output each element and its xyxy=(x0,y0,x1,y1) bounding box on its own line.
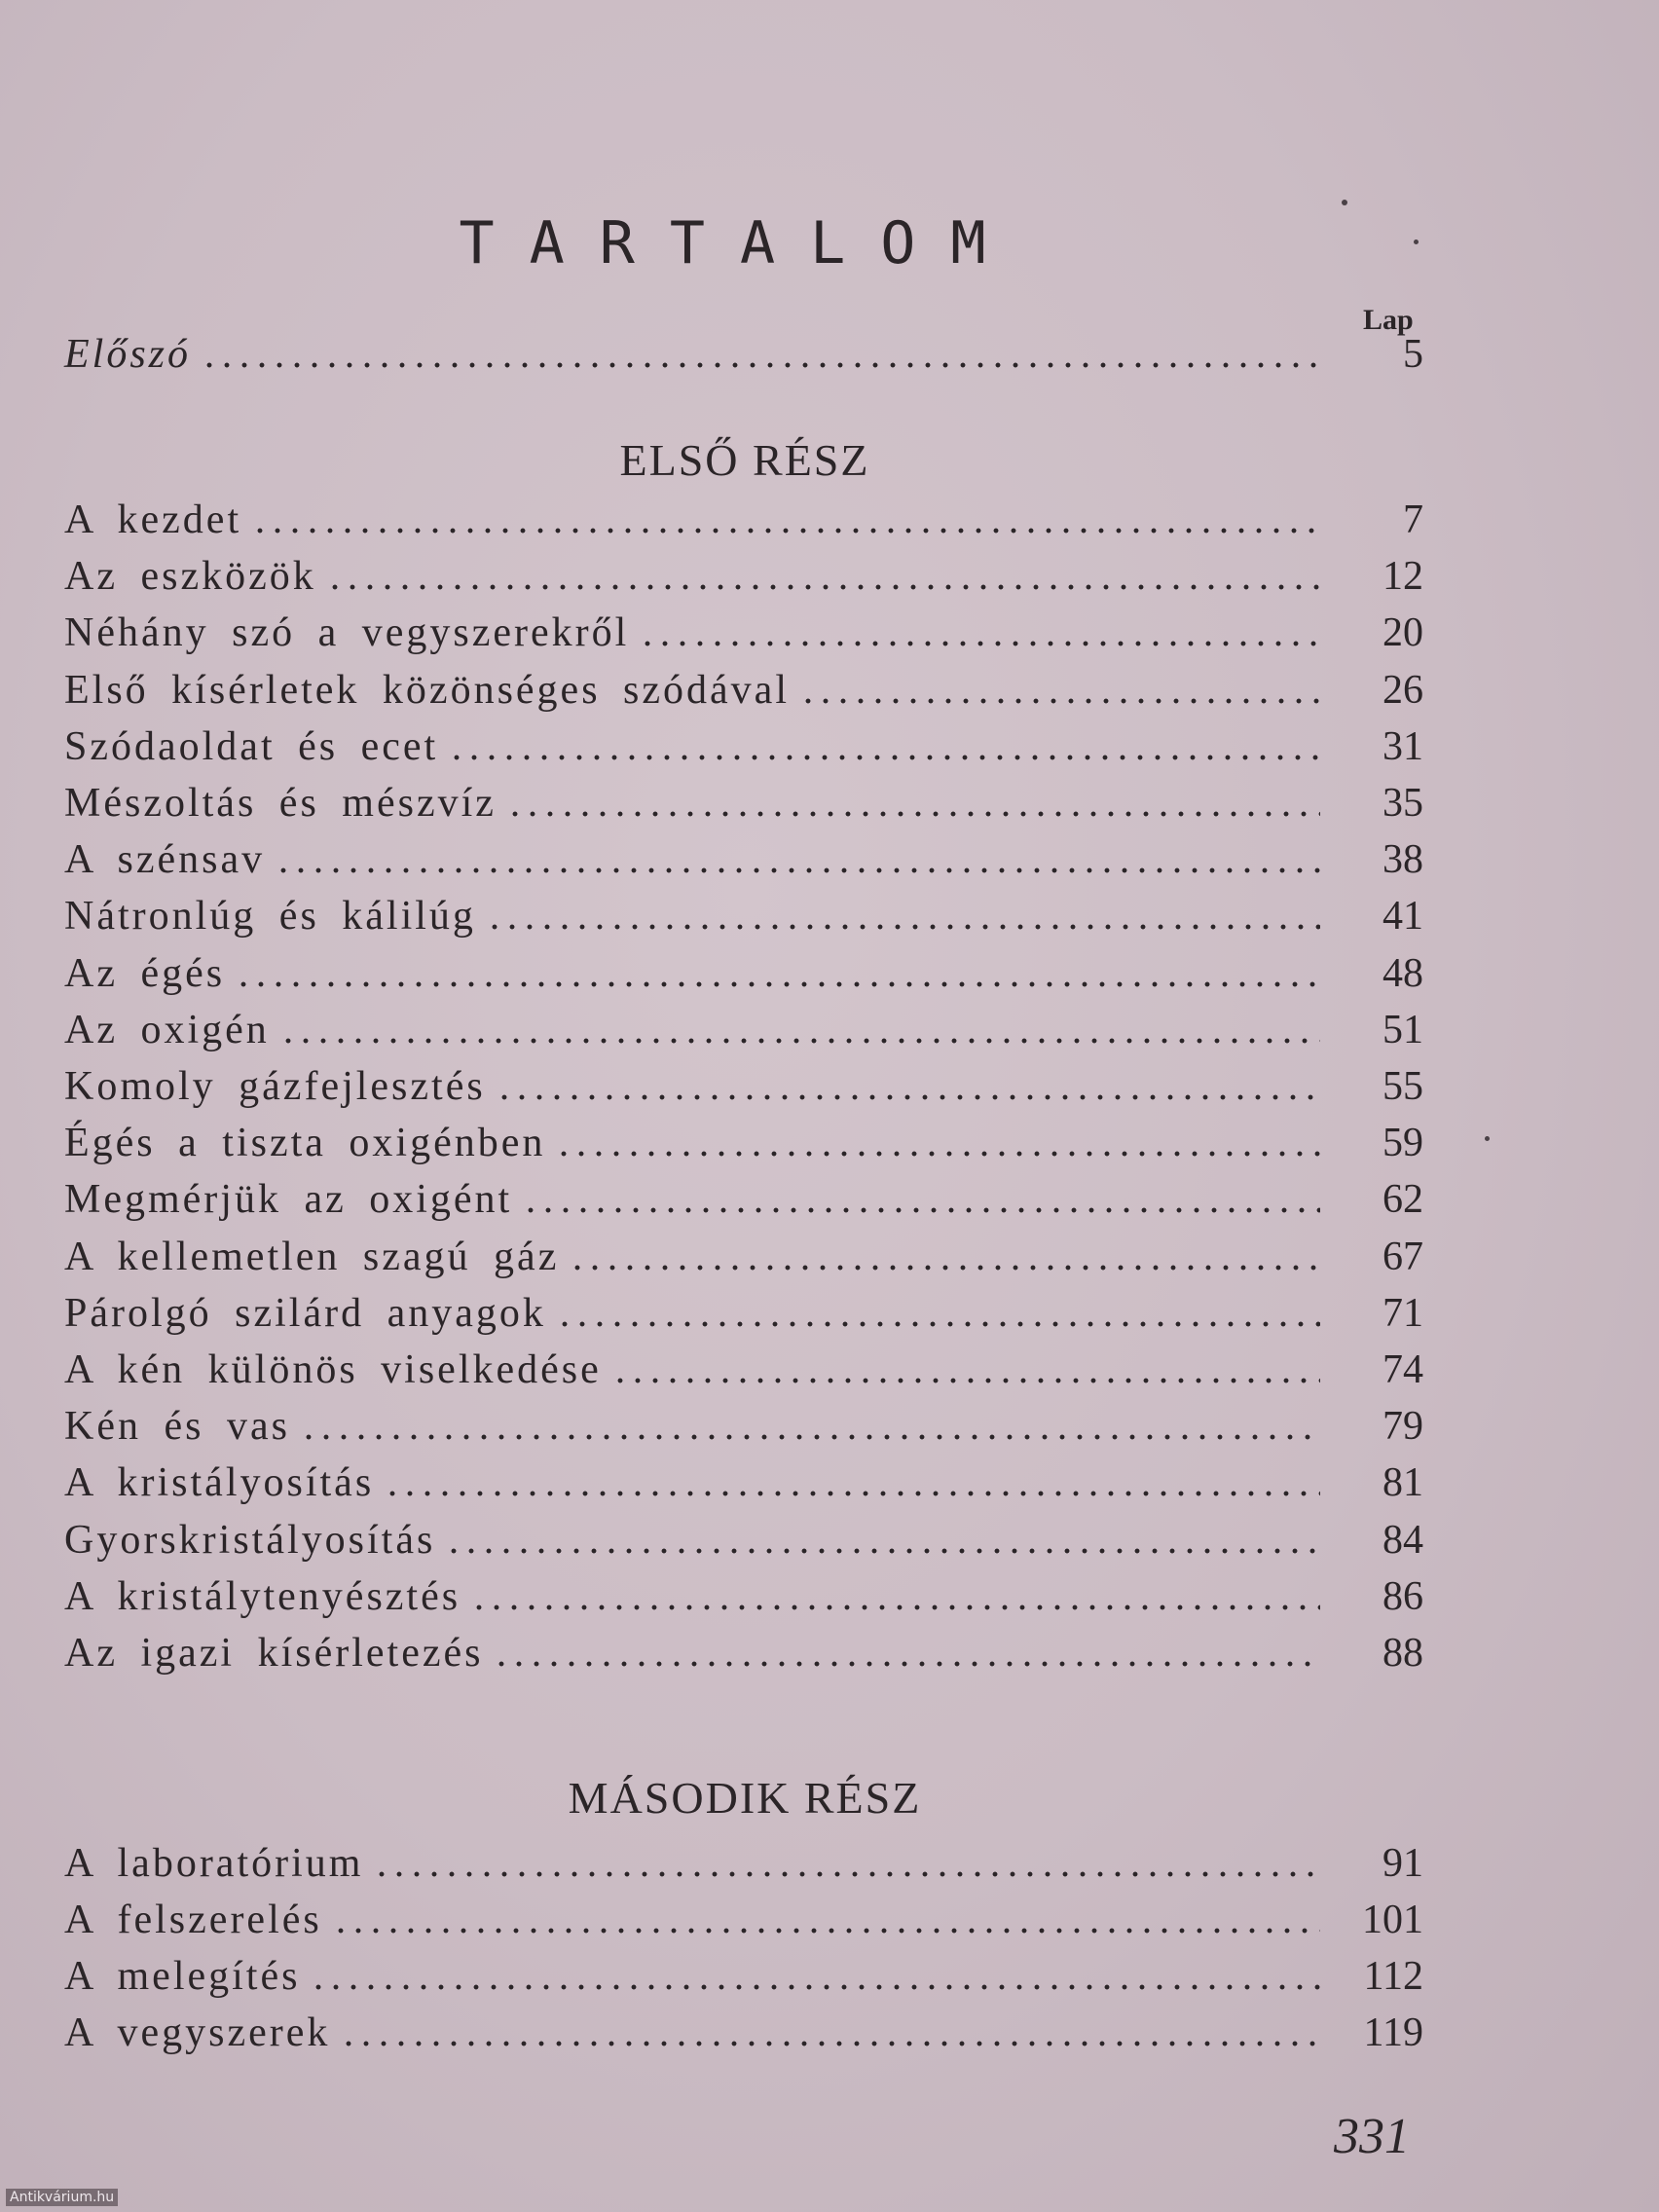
toc-entry-page: 67 xyxy=(1382,1234,1423,1279)
dot-leader xyxy=(486,924,1320,930)
toc-entry xyxy=(64,1110,1423,1166)
dot-leader xyxy=(448,755,1320,760)
dot-leader xyxy=(340,2041,1320,2046)
toc-entry-page: 41 xyxy=(1382,894,1423,940)
toc-entry-page: 26 xyxy=(1382,667,1423,713)
toc-entry-label: Előszó xyxy=(64,332,192,377)
toc-entry-page: 112 xyxy=(1363,1954,1423,1999)
print-speck xyxy=(1485,1136,1490,1141)
toc-entry-label: Kén és vas xyxy=(64,1404,290,1450)
dot-leader xyxy=(201,362,1320,368)
toc-entry-foreword xyxy=(64,321,1423,378)
toc-entry-label: A felszerelés xyxy=(64,1898,322,1942)
dot-leader xyxy=(373,1871,1320,1877)
dot-leader xyxy=(799,698,1320,704)
dot-leader xyxy=(611,1378,1320,1383)
toc-entry-page: 59 xyxy=(1382,1121,1423,1166)
dot-leader xyxy=(326,584,1320,590)
section-heading-part1: ELSŐ RÉSZ xyxy=(619,435,870,485)
toc-entry-label: A szénsav xyxy=(64,837,266,883)
toc-entry-label: Komoly gázfejlesztés xyxy=(64,1064,486,1109)
toc-entry-label: Néhány szó a vegyszerekről xyxy=(64,610,630,656)
dot-leader xyxy=(300,1434,1320,1440)
toc-entry-page: 71 xyxy=(1382,1290,1423,1336)
toc-entry-page: 31 xyxy=(1382,723,1423,769)
toc-entry xyxy=(64,1507,1423,1564)
toc-entry xyxy=(64,827,1423,883)
toc-entry-page: 5 xyxy=(1403,332,1423,377)
toc-entry-label: Gyorskristályosítás xyxy=(64,1517,436,1563)
toc-entry-label: Az oxigén xyxy=(64,1007,270,1052)
page-column-label: Lap xyxy=(1363,304,1414,336)
toc-entry xyxy=(64,2000,1423,2056)
dot-leader xyxy=(496,1094,1320,1100)
toc-entry xyxy=(64,1887,1423,1943)
toc-entry xyxy=(64,883,1423,940)
dot-leader xyxy=(310,1984,1320,1990)
toc-entry-label: Az eszközök xyxy=(64,554,316,600)
toc-entry-label: A kén különös viselkedése xyxy=(64,1347,602,1392)
toc-entry-page: 86 xyxy=(1382,1573,1423,1619)
toc-entry-page: 101 xyxy=(1362,1898,1423,1942)
page-title: TARTALOM xyxy=(459,209,1021,277)
dot-leader xyxy=(275,867,1320,873)
toc-entry-label: A melegítés xyxy=(64,1954,301,1999)
toc-entry xyxy=(64,600,1423,656)
toc-entry xyxy=(64,487,1423,543)
toc-entry xyxy=(64,1943,1423,2000)
toc-entry xyxy=(64,1620,1423,1677)
dot-leader xyxy=(235,981,1320,987)
toc-entry-label: A kellemetlen szagú gáz xyxy=(64,1234,560,1279)
section-heading-part2: MÁSODIK RÉSZ xyxy=(568,1773,922,1823)
toc-entry-label: Az égés xyxy=(64,950,226,996)
toc-entry-label: A kristályosítás xyxy=(64,1460,375,1506)
toc-entry xyxy=(64,1224,1423,1280)
toc-entry-page: 79 xyxy=(1382,1404,1423,1450)
dot-leader xyxy=(506,811,1320,817)
dot-leader xyxy=(279,1038,1320,1044)
toc-entry-page: 48 xyxy=(1382,950,1423,996)
toc-entry xyxy=(64,1830,1423,1887)
toc-entry xyxy=(64,940,1423,997)
toc-entry-page: 81 xyxy=(1382,1460,1423,1506)
toc-entry-page: 74 xyxy=(1382,1347,1423,1392)
toc-entry xyxy=(64,997,1423,1053)
toc-entry xyxy=(64,1393,1423,1450)
toc-entry-label: Első kísérletek közönséges szódával xyxy=(64,667,790,713)
toc-entry xyxy=(64,714,1423,770)
print-speck xyxy=(1414,240,1419,244)
dot-leader xyxy=(384,1491,1320,1496)
toc-entry-page: 51 xyxy=(1382,1007,1423,1052)
dot-leader xyxy=(639,641,1320,646)
toc-entry xyxy=(64,1564,1423,1620)
dot-leader xyxy=(332,1928,1320,1934)
dot-leader xyxy=(470,1604,1320,1610)
dot-leader xyxy=(522,1207,1320,1213)
dot-leader xyxy=(493,1661,1320,1667)
toc-entry-page: 20 xyxy=(1382,610,1423,656)
toc-entry-page: 35 xyxy=(1382,781,1423,826)
dot-leader xyxy=(251,528,1320,534)
dot-leader xyxy=(555,1151,1320,1157)
toc-entry-page: 7 xyxy=(1403,498,1423,542)
toc-entry-page: 62 xyxy=(1382,1177,1423,1223)
toc-entry-label: Nátronlúg és kálilúg xyxy=(64,894,476,940)
dot-leader xyxy=(556,1321,1320,1327)
toc-entry-page: 38 xyxy=(1382,837,1423,883)
toc-entry-label: Párolgó szilárd anyagok xyxy=(64,1290,546,1336)
watermark: Antikvárium.hu xyxy=(6,2189,118,2206)
toc-entry-page: 119 xyxy=(1363,2010,1423,2055)
toc-entry-page: 55 xyxy=(1382,1064,1423,1109)
toc-entry-label: A vegyszerek xyxy=(64,2010,331,2055)
dot-leader xyxy=(569,1265,1320,1271)
toc-entry-label: A kristálytenyésztés xyxy=(64,1573,461,1619)
toc-entry-label: A laboratórium xyxy=(64,1841,364,1886)
toc-entry-page: 12 xyxy=(1382,554,1423,600)
toc-entry-page: 88 xyxy=(1382,1631,1423,1676)
toc-entry-label: A kezdet xyxy=(64,498,242,542)
toc-entry xyxy=(64,657,1423,714)
dot-leader xyxy=(445,1548,1320,1554)
toc-entry xyxy=(64,1280,1423,1337)
toc-entry xyxy=(64,770,1423,827)
toc-entry xyxy=(64,543,1423,600)
toc-entry xyxy=(64,1053,1423,1110)
print-speck xyxy=(1342,200,1347,205)
toc-entry-label: Megmérjük az oxigént xyxy=(64,1177,513,1223)
toc-entry-label: Az igazi kísérletezés xyxy=(64,1631,484,1676)
toc-entry xyxy=(64,1337,1423,1393)
toc-entry xyxy=(64,1450,1423,1506)
toc-entry-label: Égés a tiszta oxigénben xyxy=(64,1121,546,1166)
toc-entry-page: 84 xyxy=(1382,1517,1423,1563)
toc-entry-label: Mészoltás és mészvíz xyxy=(64,781,497,826)
toc-entry-label: Szódaoldat és ecet xyxy=(64,723,439,769)
toc-entry xyxy=(64,1166,1423,1223)
page-number: 331 xyxy=(1334,2109,1410,2164)
toc-entry-page: 91 xyxy=(1382,1841,1423,1886)
